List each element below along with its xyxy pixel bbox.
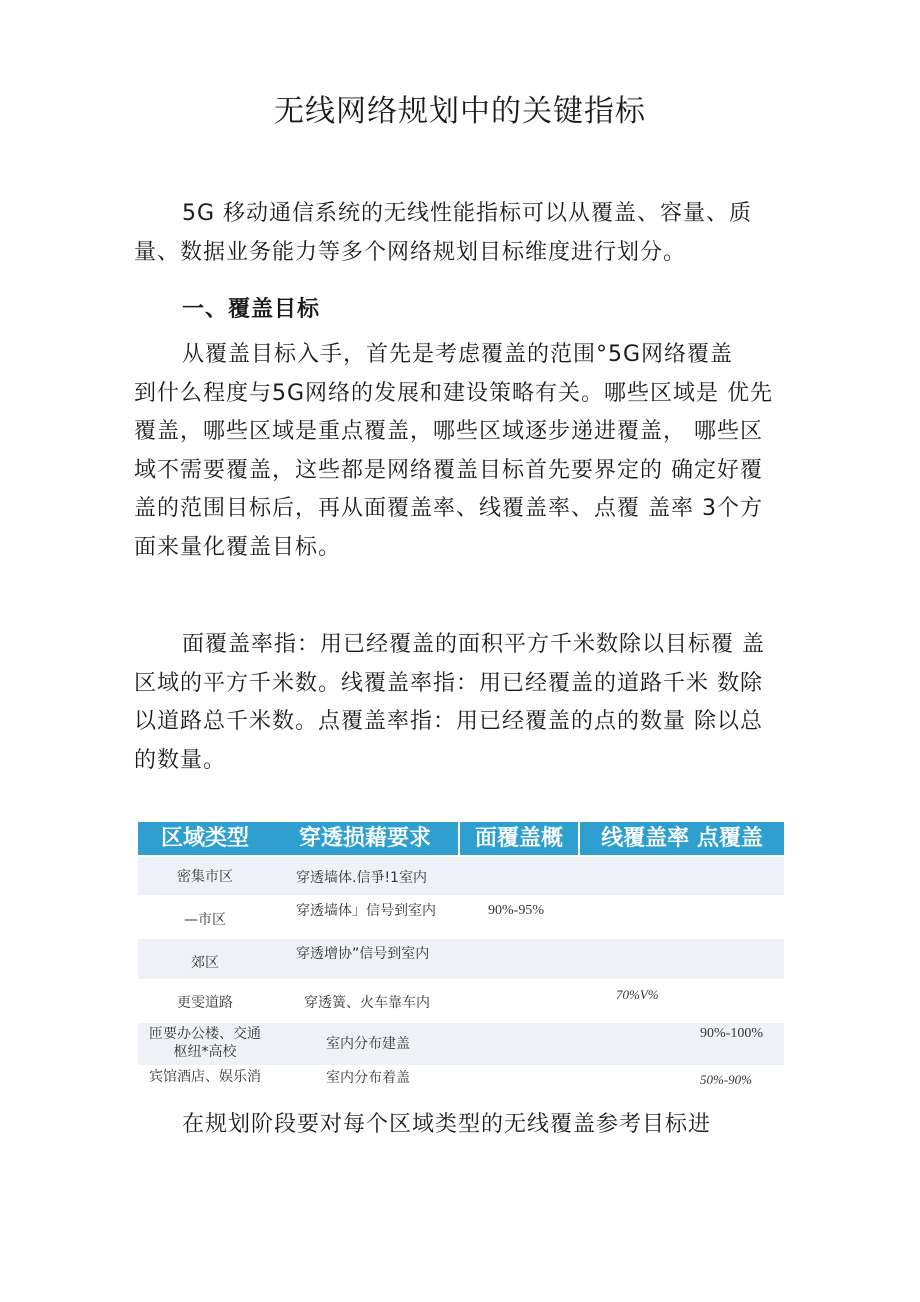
text-line: 覆盖，哪些区域是重点覆盖，哪些区域逐步递进覆盖， 哪些区 bbox=[134, 419, 763, 444]
text-line: 到什么程度与5G网络的发展和建设策略有关。哪些区域是 优先 bbox=[134, 380, 774, 406]
area-type-cell: 宾馆酒店、娱乐消 bbox=[149, 1069, 261, 1085]
text-line: 量、数据业务能力等多个网络规划目标维度进行划分。 bbox=[134, 239, 687, 265]
penetration-cell: 穿透簧、火车靠车内 bbox=[304, 995, 430, 1011]
after-table-paragraph bbox=[134, 1106, 794, 1145]
text-line: 区域的平方千米数。线覆盖率指：用已经覆盖的道路千米 数除 bbox=[134, 670, 763, 696]
penetration-cell: 室内分布建盖 bbox=[326, 1036, 410, 1052]
line-coverage-value: 70%V% bbox=[616, 987, 659, 1002]
header-area-coverage: 面覆盖概 bbox=[474, 826, 563, 851]
definition-paragraph bbox=[134, 626, 794, 780]
text-line: 从覆盖目标入手，首先是考虑覆盖的范围°5G网络覆盖 bbox=[182, 342, 734, 367]
area-type-cell-line2: 枢纽*高校 bbox=[173, 1044, 237, 1060]
table-row bbox=[138, 1065, 784, 1109]
table-row bbox=[138, 895, 784, 935]
text-line: 盖的范围目标后，再从面覆盖率、线覆盖率、点覆 盖率 3个方 bbox=[134, 496, 763, 521]
area-type-cell: —市区 bbox=[184, 912, 226, 928]
document-title: 无线网络规划中的关键指标 bbox=[274, 94, 646, 129]
point-coverage-value: 50%-90% bbox=[700, 1072, 752, 1087]
header-line-point-coverage: 线覆盖率 点覆盖 bbox=[601, 826, 763, 851]
coverage-paragraph bbox=[134, 336, 794, 567]
table-row bbox=[138, 939, 784, 979]
table-row bbox=[138, 1023, 784, 1065]
table-row bbox=[138, 857, 784, 895]
area-coverage-value: 90%-95% bbox=[488, 903, 544, 918]
area-type-cell-line1: 匝要办公楼、交通 bbox=[149, 1026, 261, 1042]
text-line: 域不需要覆盖，这些都是网络覆盖目标首先要界定的 确定好覆 bbox=[134, 457, 763, 483]
coverage-target-table bbox=[138, 822, 784, 1109]
text-line: 面来量化覆盖目标。 bbox=[134, 534, 342, 560]
point-coverage-value: 90%-100% bbox=[700, 1026, 763, 1041]
text-line: 的数量。 bbox=[134, 747, 227, 773]
text-line: 5G 移动通信系统的无线性能指标可以从覆盖、容量、质 bbox=[182, 201, 753, 226]
text-line: 以道路总千米数。点覆盖率指：用已经覆盖的点的数量 除以总 bbox=[134, 709, 763, 734]
area-type-cell: 更雯道路 bbox=[177, 995, 233, 1011]
penetration-cell: 穿透增协”信号到室内 bbox=[296, 946, 430, 962]
text-line: 面覆盖率指：用已经覆盖的面积平方千米数除以目标覆 盖 bbox=[182, 632, 765, 657]
table-header bbox=[138, 822, 784, 855]
area-type-cell: 密集市区 bbox=[177, 869, 233, 885]
text-line: 在规划阶段要对每个区域类型的无线覆盖参考目标进 bbox=[182, 1112, 712, 1137]
area-type-cell: 郊区 bbox=[191, 955, 219, 971]
header-penetration: 穿透损藉要求 bbox=[298, 826, 431, 851]
penetration-cell: 穿透墙体」信号到室内 bbox=[296, 903, 436, 919]
header-area-type: 区域类型 bbox=[160, 826, 249, 851]
intro-paragraph bbox=[134, 195, 794, 272]
penetration-cell: 室内分布着盖 bbox=[326, 1070, 410, 1086]
section-heading: 一、覆盖目标 bbox=[182, 297, 321, 322]
table-row bbox=[138, 979, 784, 1023]
penetration-cell: 穿透墙体.信爭!1室内 bbox=[296, 870, 427, 886]
